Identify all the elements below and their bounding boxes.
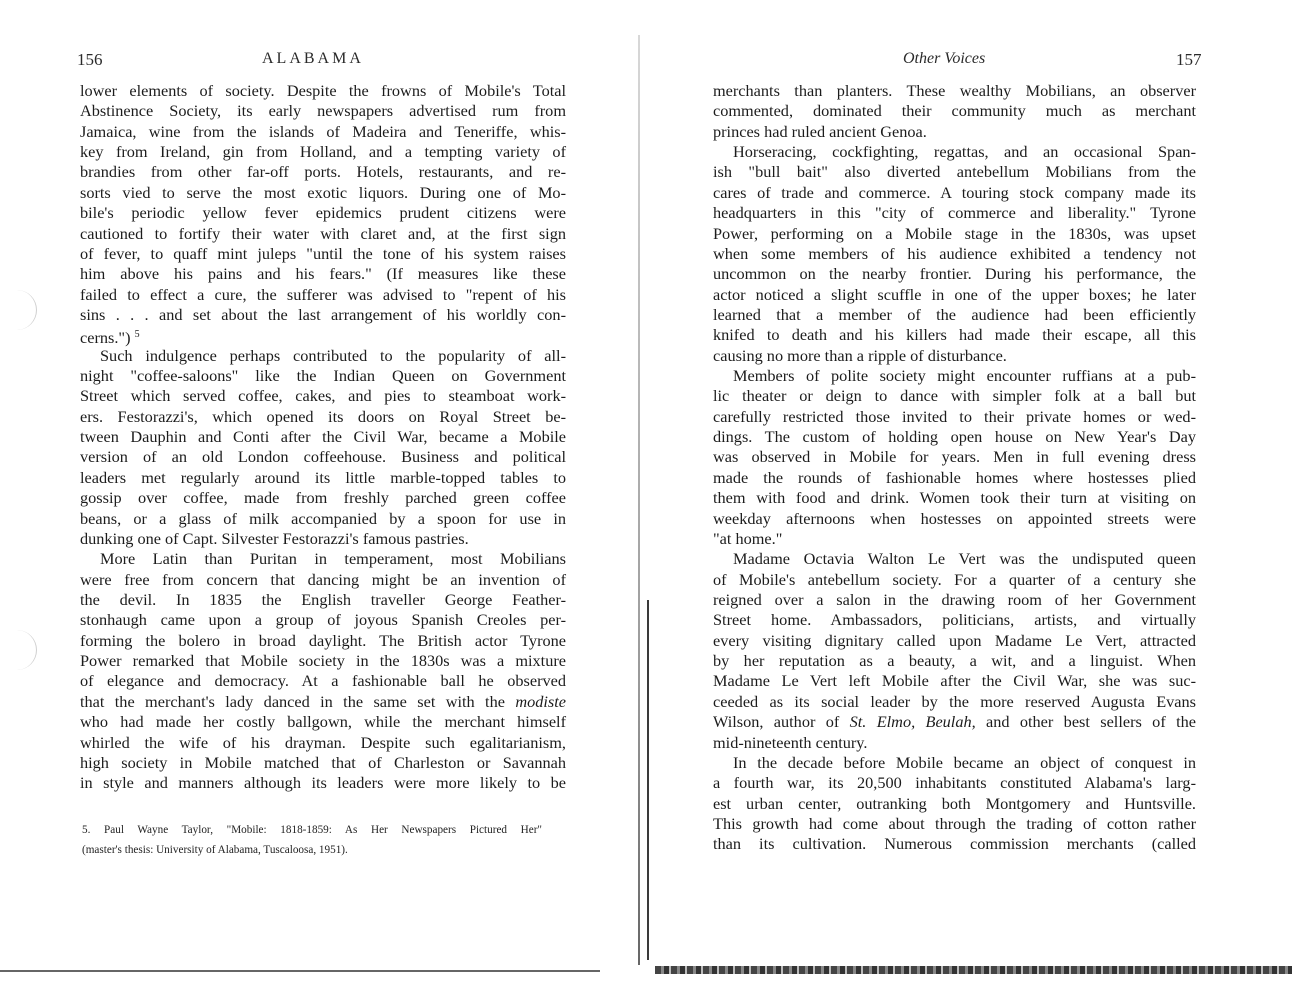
text-line-content: gossip over coffee, made from freshly parched green coffee [80,488,566,508]
text-line-content: who had made her costly ballgown, while the merchant himself [80,712,566,732]
text-line [713,671,1196,691]
text-line [80,122,566,142]
text-line [713,427,1196,447]
text-line [80,162,566,182]
text-line-content: ceeded as its social leader by the more reserved Augusta Evans [713,691,1196,711]
text-line-content: Power, performing on a Mobile stage in the 1830s, was upset [713,223,1196,243]
text-line-content: headquarters in this "city of commerce and liberality." Tyrone [713,203,1196,223]
book-gutter [638,35,640,965]
text-line [80,183,566,203]
text-line [713,834,1196,854]
text-line-content: sins . . . and set about the last arrangement of his worldly con- [80,304,566,324]
text-line [80,733,566,753]
text-line [713,203,1196,223]
footnote-line: 5. Paul Wayne Taylor, "Mobile: 1818-1859: As Her Newspapers Pictured Her" [82,824,542,836]
text-line [713,81,1196,101]
text-line-content: key from Ireland, gin from Holland, and a tempting variety of [80,142,566,162]
text-line-content: carefully restricted those invited to their private homes or wed- [713,406,1196,426]
scan-edge-right [655,966,1292,974]
text-line [80,407,566,427]
text-line [713,610,1196,630]
text-line-content: high society in Mobile matched that of Charleston or Savannah [80,752,566,772]
text-line [80,692,566,712]
page-number-left: 156 [77,50,103,69]
text-line-content: was observed in Mobile for years. Men in full evening dress [713,447,1196,467]
text-line [80,590,566,610]
page-number-right: 157 [1176,50,1202,69]
running-head-right: Other Voices [903,50,986,67]
left-page-text [80,81,566,794]
text-line-content: Street home. Ambassadors, politicians, artists, and virtually [713,610,1196,630]
book-titles: St. Elmo, Beulah, [849,712,976,732]
text-line-content: Horseracing, cockfighting, regattas, and an occasional Span- [733,142,1196,162]
text-line-content: Power remarked that Mobile society in the 1830s was a mixture [80,651,566,671]
text-line-content: cautioned to fortify their water with claret and, at the first sign [80,223,566,243]
text-line [713,346,1196,366]
text-line-content: bile's periodic yellow fever epidemics prudent citizens were [80,203,566,223]
text-line [80,610,566,630]
text-line [713,529,1196,549]
text-line-content: of Mobile's antebellum society. For a quarter of a century she [713,569,1196,589]
text-line [713,183,1196,203]
text-line [80,285,566,305]
text-line-content: commented, dominated their community much as merchant [713,101,1196,121]
text-line [713,794,1196,814]
text-line-content: est urban center, outranking both Montgomery and Huntsville. [713,793,1196,813]
text-line [80,386,566,406]
text-line-content: of elegance and democracy. At a fashionable ball he observed [80,671,566,691]
footnote-marker: 5 [134,329,140,341]
text-line [80,101,566,121]
text-line [80,264,566,284]
text-line [80,509,566,529]
text-line-content: made the rounds of fashionable homes where hostesses plied [713,467,1196,487]
text-line [713,224,1196,244]
text-line-content: Members of polite society might encounter ruffians at a pub- [733,366,1196,386]
text-line [80,305,566,325]
text-line-content: dings. The custom of holding open house on New Year's Day [713,427,1196,447]
text-line [80,549,566,569]
text-line [80,488,566,508]
text-line-content: "at home." [713,528,783,548]
text-line-content: cerns.") [80,328,131,348]
text-line-content: lower elements of society. Despite the frowns of Mobile's Total [80,81,566,100]
text-line [80,366,566,386]
text-line-content: than its cultivation. Numerous commission merchants (called [713,834,1196,854]
text-line [80,224,566,244]
italic-word: modiste [515,691,566,711]
text-line [80,81,566,101]
text-line [80,651,566,671]
text-line-content: Abstinence Society, its early newspapers advertised rum from [80,101,566,121]
text-line-content: ers. Festorazzi's, which opened its doors on Royal Street be- [80,406,566,426]
text-line-content: Street which served coffee, cakes, and pies to steamboat work- [80,386,566,406]
text-line-content: every visiting dignitary called upon Madame Le Vert, attracted [713,630,1196,650]
text-line [713,101,1196,121]
text-line [80,468,566,488]
text-line-content: Wilson, author of [713,712,840,732]
text-line-content: of fever, to quaff mint juleps "until the tone of his system raises [80,243,566,263]
text-line-content: leaders met regularly around its little marble-topped tables to [80,467,566,487]
text-line-content: causing no more than a ripple of disturbance. [713,345,1007,365]
text-line-content: whirled the wife of his drayman. Despite such egalitarianism, [80,732,566,752]
text-line [713,590,1196,610]
text-line [713,549,1196,569]
text-line-content: weekday afternoons when hostesses on appointed streets were [713,508,1196,528]
text-line-content: a fourth war, its 20,500 inhabitants constituted Alabama's larg- [713,773,1196,793]
text-line-content: lic theater or deign to dance with simpler folk at a ball but [713,386,1196,406]
running-head-left: ALABAMA [262,50,364,67]
text-line [713,570,1196,590]
text-line [80,346,566,366]
text-line [713,712,1196,732]
text-line [80,447,566,467]
text-line [80,712,566,732]
text-line-content: them with food and drink. Women took their turn at visiting on [713,488,1196,508]
text-line-content: More Latin than Puritan in temperament, most Mobilians [100,549,566,569]
text-line-content: This growth had come about through the trading of cotton rather [713,813,1196,833]
text-line-content: cares of trade and commerce. A touring stock company made its [713,182,1196,202]
text-line [80,203,566,223]
text-line-content: tween Dauphin and Conti after the Civil War, became a Mobile [80,427,566,447]
text-line-content: by her reputation as a beauty, a wit, and a linguist. When [713,651,1196,671]
text-line [713,733,1196,753]
text-line [713,488,1196,508]
text-line-content: reigned over a salon in the drawing room of her Government [713,589,1196,609]
scan-edge-left [0,970,600,972]
text-line [713,325,1196,345]
text-line [80,753,566,773]
text-line-content: dunking one of Capt. Silvester Festorazzi's famous pastries. [80,528,469,548]
text-line [713,386,1196,406]
text-line [713,509,1196,529]
text-line-content: knifed to death and his killers had made their escape, all this [713,325,1196,345]
text-line [713,753,1196,773]
footnote [82,820,542,860]
text-line [713,142,1196,162]
right-page-text [713,81,1196,855]
text-line [80,142,566,162]
book-gutter-shadow [647,600,649,960]
text-line [80,671,566,691]
text-line [80,631,566,651]
text-after-titles: and other best sellers of the [986,712,1196,732]
text-line-content: Madame Octavia Walton Le Vert was the undisputed queen [733,549,1196,569]
text-line [80,427,566,447]
text-line [80,529,566,549]
text-line [713,244,1196,264]
text-line-content: sorts vied to serve the most exotic liquors. During one of Mo- [80,182,566,202]
text-line-content: actor noticed a slight scuffle in one of the upper boxes; he later [713,284,1196,304]
text-line-content: merchants than planters. These wealthy Mobilians, an observer [713,81,1196,100]
text-line [713,468,1196,488]
text-line-content: mid-nineteenth century. [713,732,868,752]
text-line-content: ish "bull bait" also diverted antebellum Mobilians from the [713,162,1196,182]
text-line [713,773,1196,793]
text-line [713,407,1196,427]
text-line-content: forming the bolero in broad daylight. The British actor Tyrone [80,630,566,650]
text-line-content: Jamaica, wine from the islands of Madeira and Teneriffe, whis- [80,121,566,141]
text-line [713,692,1196,712]
text-line-content: Madame Le Vert left Mobile after the Civil War, she was suc- [713,671,1196,691]
text-line [713,651,1196,671]
text-line [80,570,566,590]
text-line [80,244,566,264]
text-line [713,447,1196,467]
text-line-content: brandies from other far-off ports. Hotels, restaurants, and re- [80,162,566,182]
text-line-content: failed to effect a cure, the sufferer was advised to "repent of his [80,284,566,304]
text-line [713,305,1196,325]
text-line [713,264,1196,284]
footnote-line: (master's thesis: University of Alabama, Tuscaloosa, 1951). [82,844,348,856]
text-line-content: Such indulgence perhaps contributed to the popularity of all- [100,345,566,365]
text-line-content: beans, or a glass of milk accompanied by a spoon for use in [80,508,566,528]
text-line-content: princes had ruled ancient Genoa. [713,121,927,141]
text-line-content: him above his pains and his fears." (If measures like these [80,264,566,284]
text-line-content: were free from concern that dancing might be an invention of [80,569,566,589]
text-line-content: version of an old London coffeehouse. Business and political [80,447,566,467]
text-line [713,631,1196,651]
text-line-content: stonhaugh came upon a group of joyous Spanish Creoles per- [80,610,566,630]
text-line-content: night "coffee-saloons" like the Indian Queen on Government [80,366,566,386]
right-page [640,0,1292,989]
text-line-content: when some members of his audience exhibited a tendency not [713,243,1196,263]
text-line-content: the devil. In 1835 the English traveller George Feather- [80,589,566,609]
text-line-content: In the decade before Mobile became an object of conquest in [733,752,1196,772]
left-page [0,0,640,989]
text-line-content: that the merchant's lady danced in the same set with the [80,691,505,711]
text-line [713,162,1196,182]
text-line [713,285,1196,305]
text-line-content: learned that a member of the audience had been efficiently [713,304,1196,324]
text-line [713,366,1196,386]
text-line [80,773,566,793]
text-line-content: in style and manners although its leaders were more likely to be [80,773,566,793]
text-line [80,325,566,348]
text-line-content: uncommon on the nearby frontier. During his performance, the [713,264,1196,284]
text-line [713,122,1196,142]
text-line [713,814,1196,834]
